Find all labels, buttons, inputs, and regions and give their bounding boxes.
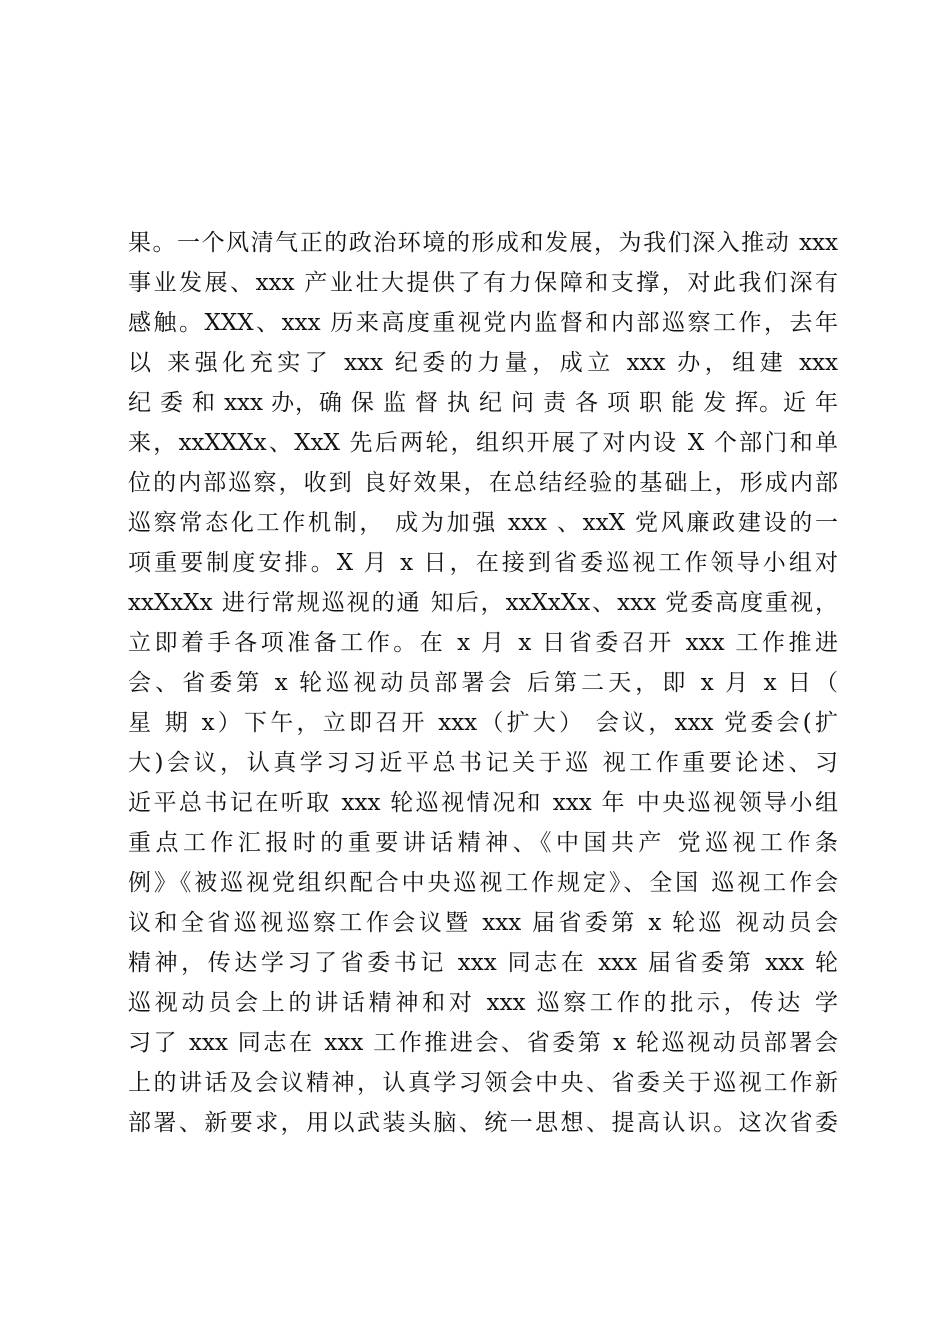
paragraph-line: 精神，传达学习了省委书记 xxx 同志在 xxx 届省委第 xxx 轮 [128,950,838,976]
paragraph-line: 感触。XXX、xxx 历来高度重视党内监督和内部巡察工作，去年 [128,310,838,336]
paragraph-line: 纪 委 和 xxx 办，确 保 监 督 执 纪 问 责 各 项 职 能 发 挥。近 年 [128,390,838,416]
paragraph-line: 来，xxXXXx、XxX 先后两轮，组织开展了对内设 X 个部门和单 [128,430,838,456]
paragraph-line: 事业发展、xxx 产业壮大提供了有力保障和支撑，对此我们深有 [128,270,838,296]
paragraph-line: 立即着手各项准备工作。在 x 月 x 日省委召开 xxx 工作推进 [128,630,838,656]
paragraph-line: 以 来强化充实了 xxx 纪委的力量，成立 xxx 办，组建 xxx [128,350,838,376]
paragraph-line: 习了 xxx 同志在 xxx 工作推进会、省委第 x 轮巡视动员部署会 [128,1030,838,1056]
paragraph-line: 近平总书记在听取 xxx 轮巡视情况和 xxx 年 中央巡视领导小组 [128,790,838,816]
paragraph-line: 位的内部巡察，收到 良好效果，在总结经验的基础上，形成内部 [128,470,838,496]
body-paragraph [128,223,838,1143]
paragraph-line: 会、省委第 x 轮巡视动员部署会 后第二天，即 x 月 x 日（ [128,670,838,696]
paragraph-line: 巡察常态化工作机制， 成为加强 xxx 、xxX 党风廉政建设的一 [128,510,838,536]
paragraph-line: 部署、新要求，用以武装头脑、统一思想、提高认识。这次省委 [128,1110,838,1136]
paragraph-line: 上的讲话及会议精神，认真学习领会中央、省委关于巡视工作新 [128,1070,838,1096]
paragraph-line: xxXxXx 进行常规巡视的通 知后，xxXxXx、xxx 党委高度重视， [128,590,838,616]
paragraph-line: 例》《被巡视党组织配合中央巡视工作规定》、全国 巡视工作会 [128,870,838,896]
paragraph-line: 议和全省巡视巡察工作会议暨 xxx 届省委第 x 轮巡 视动员会 [128,910,838,936]
paragraph-line: 星 期 x）下午，立即召开 xxx（扩大） 会议，xxx 党委会(扩 [128,710,838,736]
paragraph-line: 巡视动员会上的讲话精神和对 xxx 巡察工作的批示，传达 学 [128,990,838,1016]
paragraph-line: 项重要制度安排。X 月 x 日，在接到省委巡视工作领导小组对 [128,550,838,576]
paragraph-line: 果。一个风清气正的政治环境的形成和发展，为我们深入推动 xxx [128,230,838,256]
paragraph-line: 大)会议，认真学习习近平总书记关于巡 视工作重要论述、习 [128,750,838,776]
paragraph-line: 重点工作汇报时的重要讲话精神、《中国共产 党巡视工作条 [128,830,838,856]
